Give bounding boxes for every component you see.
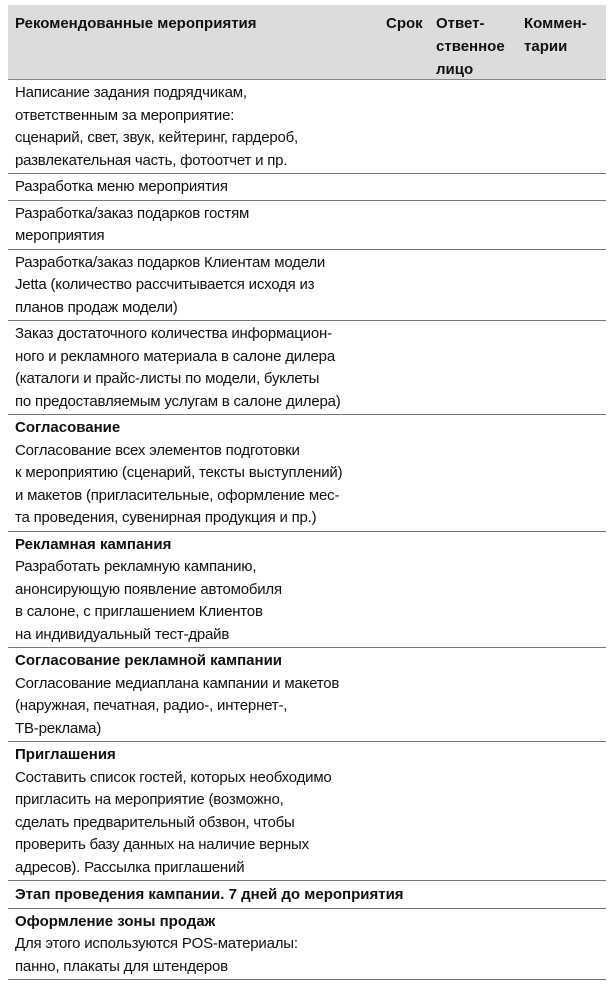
row-text: Разработать рекламную кампанию, анонсирующую появление автомобиля в салоне, с приглашением Клиентов на индивидуальный тест-драйв xyxy=(15,558,282,643)
table-body xyxy=(8,80,606,980)
row-text: Написание задания подрядчикам, ответственным за мероприятие: сценарий, свет, звук, кейтеринг, гардероб, развлекательная часть, фотоотчет и пр. xyxy=(15,84,299,169)
table-row xyxy=(8,201,606,250)
stage-row xyxy=(8,881,606,909)
header-deadline: Срок xyxy=(386,15,423,32)
row-title: Согласование рекламной кампании xyxy=(15,652,283,669)
header-responsible: Ответ- ственное лицо xyxy=(436,15,505,78)
table-row xyxy=(8,321,606,415)
row-title: Приглашения xyxy=(15,746,116,763)
header-activity: Рекомендованные мероприятия xyxy=(15,15,257,32)
table-row xyxy=(8,742,606,881)
row-text: Составить список гостей, которых необходимо пригласить на мероприятие (возможно, сделать предварительный обзвон, чтобы проверить базу данных на наличие верных адресов). Рассылка приглашений xyxy=(15,768,332,876)
event-plan-table xyxy=(8,5,606,980)
table-row xyxy=(8,415,606,532)
header-comments: Коммен- тарии xyxy=(524,15,587,55)
row-title: Согласование xyxy=(15,419,121,436)
table-row xyxy=(8,80,606,174)
table-row xyxy=(8,909,606,981)
row-text: Согласование медиаплана кампании и макетов (наружная, печатная, радио-, интернет-, ТВ-реклама) xyxy=(15,674,340,737)
row-text: Разработка/заказ подарков Клиентам модели Jetta (количество рассчитывается исходя из планов продаж модели) xyxy=(15,253,326,316)
stage-title: Этап проведения кампании. 7 дней до мероприятия xyxy=(15,886,404,903)
row-text: Согласование всех элементов подготовки к мероприятию (сценарий, тексты выступлений) и макетов (пригласительные, оформление мес- та проведения, сувенирная продукция и пр.) xyxy=(15,441,343,526)
table-row xyxy=(8,250,606,322)
row-title: Рекламная кампания xyxy=(15,535,172,553)
table-header xyxy=(8,5,606,80)
row-text: Разработка меню мероприятия xyxy=(15,178,228,195)
row-text: Разработка/заказ подарков гостям мероприятия xyxy=(15,204,250,244)
row-text: Для этого используются POS-материалы: панно, плакаты для штендеров xyxy=(15,935,298,975)
table-row xyxy=(8,532,606,649)
row-text: Заказ достаточного количества информацион- ного и рекламного материала в салоне дилера (каталоги и прайс-листы по модели, буклеты по предоставляемым услугам в салоне дилера) xyxy=(15,325,341,410)
table-row xyxy=(8,174,606,201)
table-row xyxy=(8,648,606,742)
row-title: Оформление зоны продаж xyxy=(15,912,216,930)
